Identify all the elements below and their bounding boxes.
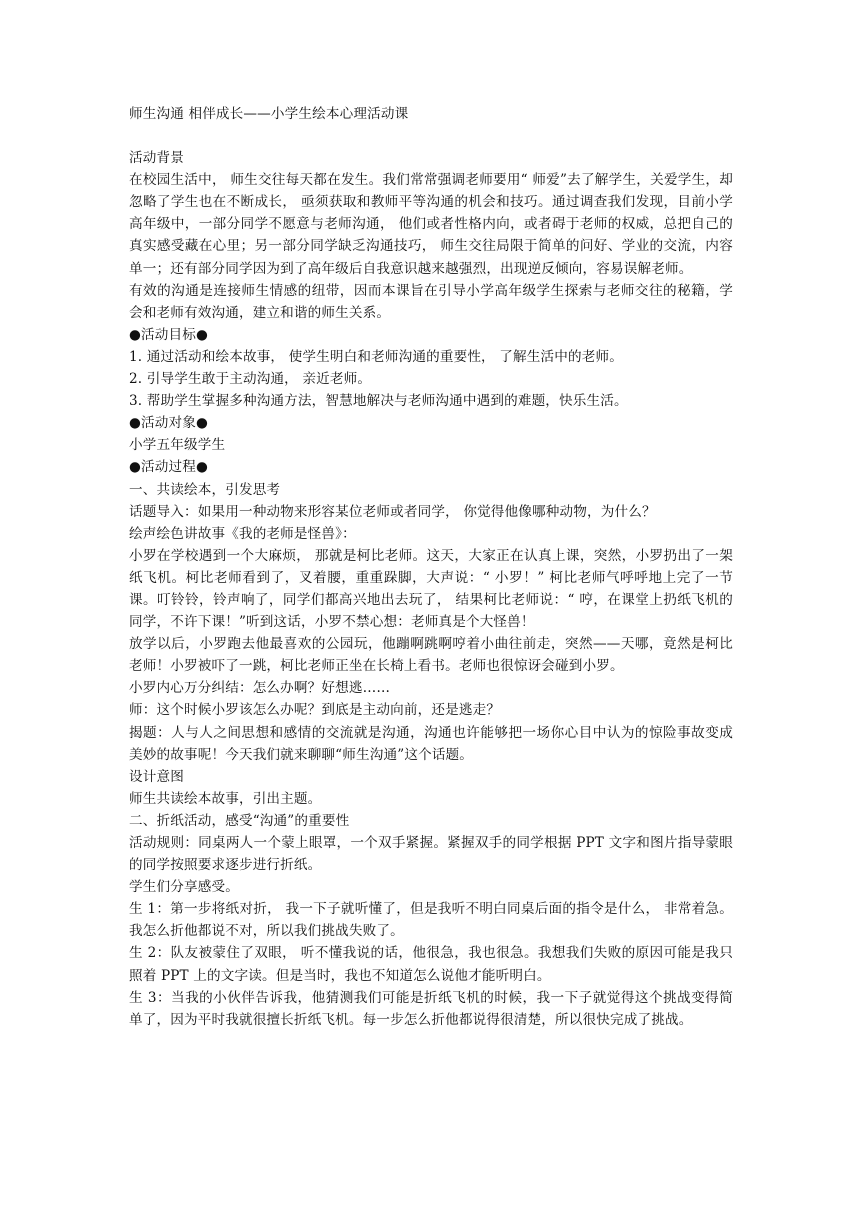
document-title: 师生沟通 相伴成长——小学生绘本心理活动课 [129,106,409,122]
topic-introduction: 话题导入：如果用一种动物来形容某位老师或者同学， 你觉得他像哪种动物，为什么？ [129,503,656,520]
story-paragraph-1: 小罗在学校遇到一个大麻烦， 那就是柯比老师。这天，大家正在认真上课，突然，小罗扔出了一架纸飞机。柯比老师看到了，叉着腰，重重跺脚，大声说：“ 小罗！” 柯比老师气呼呼地上完了一节课。叮铃铃，铃声响了，同学们都高兴地出去玩了， 结果柯比老师说：“ 哼，在课堂上扔纸飞机的同学，不许下课！”听到这话，小罗不禁心想：老师真是个大怪兽！ [129,547,733,631]
audience-text: 小学五年级学生 [129,437,226,454]
student-1-response: 生 1：第一步将纸对折， 我一下子就听懂了，但是我听不明白同桌后面的指令是什么， 非常着急。我怎么折他都说不对，所以我们挑战失败了。 [129,901,733,940]
step-heading-2: 二、折纸活动，感受“沟通”的重要性 [129,812,350,829]
paragraph-background-body: 在校园生活中， 师生交往每天都在发生。我们常常强调老师要用“ 师爱”去了解学生，关爱学生，却忽略了学生也在不断成长， 亟须获取和教师平等沟通的机会和技巧。通过调查我们发现，目前小学高年级中，一部分同学不愿意与老师沟通， 他们或者性格内向，或者碍于老师的权威，总把自己的真实感受藏在心里；另一部分同学缺乏沟通技巧， 师生交往局限于简单的问好、学业的交流，内容单一；还有部分同学因为到了高年级后自我意识越来越强烈，出现逆反倾向，容易误解老师。 [129,172,733,277]
goal-item-3: 3. 帮助学生掌握多种沟通方法，智慧地解决与老师沟通中遇到的难题，快乐生活。 [129,393,628,410]
teacher-question: 师：这个时候小罗该怎么办呢？到底是主动向前，还是逃走？ [129,702,501,719]
design-intent-heading: 设计意图 [129,768,184,785]
sharing-intro: 学生们分享感受。 [129,879,239,896]
step-heading-1: 一、共读绘本，引发思考 [129,481,281,498]
activity-rules: 活动规则：同桌两人一个蒙上眼罩，一个双手紧握。紧握双手的同学根据 PPT 文字和图片指导蒙眼的同学按照要求逐步进行折纸。 [129,835,733,874]
section-heading-audience: ●活动对象● [129,415,208,432]
student-2-response: 生 2：队友被蒙住了双眼， 听不懂我说的话，他很急，我也很急。我想我们失败的原因可能是我只照着 PPT 上的文字读。但是当时，我也不知道怎么说他才能听明白。 [129,945,733,984]
story-heading: 绘声绘色讲故事《我的老师是怪兽》： [129,525,356,542]
goal-item-1: 1. 通过活动和绘本故事， 使学生明白和老师沟通的重要性， 了解生活中的老师。 [129,348,623,365]
goal-item-2: 2. 引导学生敢于主动沟通， 亲近老师。 [129,371,372,388]
section-heading-process: ●活动过程● [129,459,208,476]
story-paragraph-2: 放学以后，小罗跑去他最喜欢的公园玩，他蹦啊跳啊哼着小曲往前走，突然——天哪，竟然是柯比老师！小罗被吓了一跳，柯比老师正坐在长椅上看书。老师也很惊讶会碰到小罗。 [129,636,733,675]
story-paragraph-3: 小罗内心万分纠结：怎么办啊？好想逃…… [129,680,391,697]
section-heading-goals: ●活动目标● [129,326,208,343]
document-page [129,103,733,1031]
section-heading-background: 活动背景 [129,150,184,167]
student-3-response: 生 3：当我的小伙伴告诉我，他猜测我们可能是折纸飞机的时候，我一下子就觉得这个挑战变得简单了，因为平时我就很擅长折纸飞机。每一步怎么折他都说得很清楚，所以很快完成了挑战。 [129,989,733,1028]
design-intent-text: 师生共读绘本故事，引出主题。 [129,790,322,807]
paragraph-course-purpose: 有效的沟通是连接师生情感的纽带，因而本课旨在引导小学高年级学生探索与老师交往的秘籍，学会和老师有效沟通，建立和谐的师生关系。 [129,282,733,321]
topic-reveal: 揭题：人与人之间思想和感情的交流就是沟通，沟通也许能够把一场你心目中认为的惊险事故变成美妙的故事呢！今天我们就来聊聊“师生沟通”这个话题。 [129,724,733,763]
